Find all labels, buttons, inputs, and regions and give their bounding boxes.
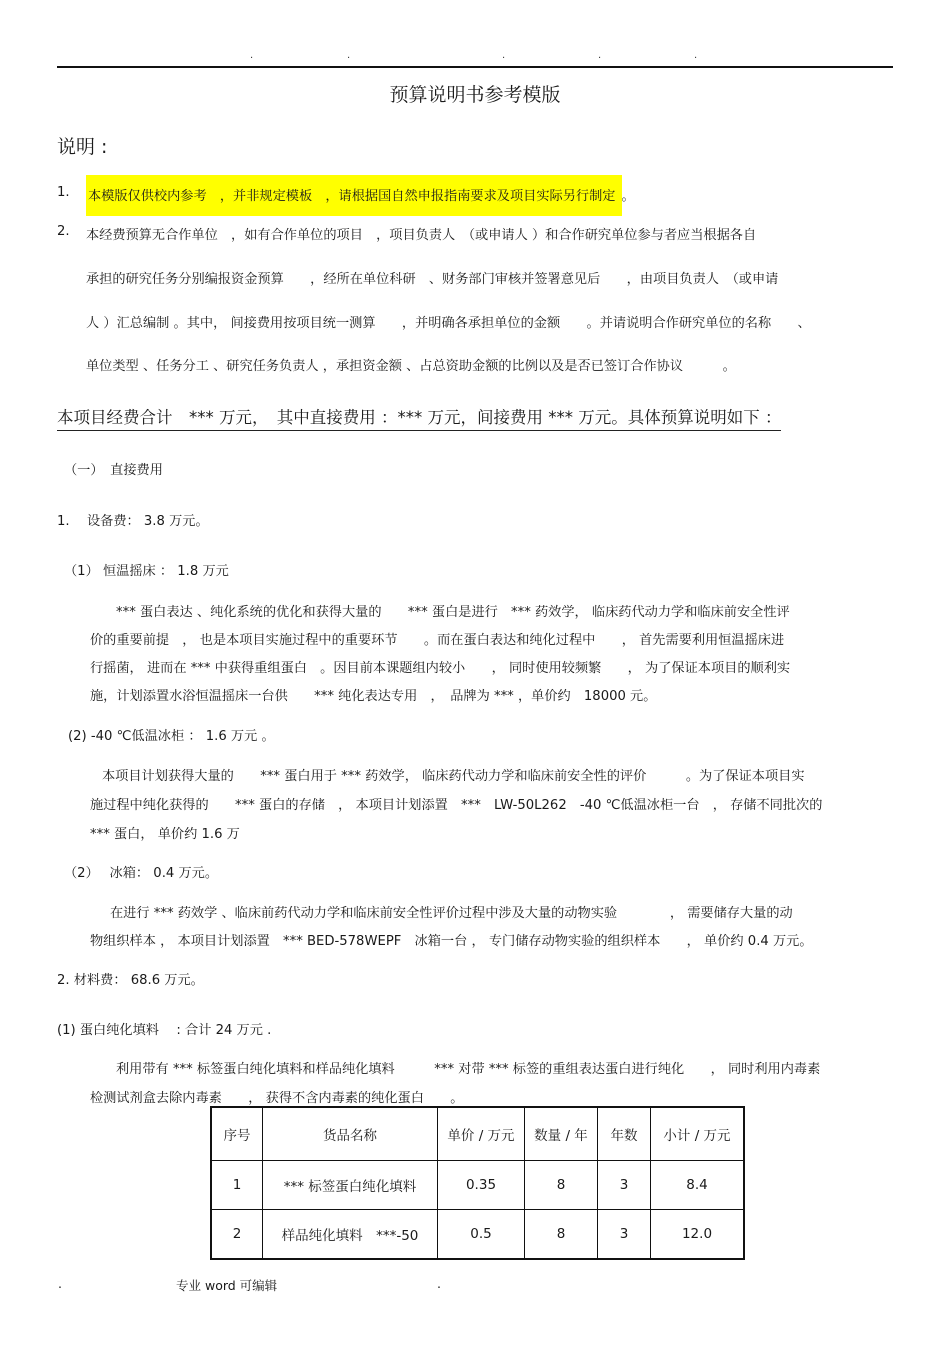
paragraph-line: 施，计划添置水浴恒温摇床一台供 *** 纯化表达专用 ， 品牌为 *** ，单价约 18000 元。 (90, 689, 657, 704)
paragraph-line: 价的重要前提 ， 也是本项目实施过程中的重要环节 。而在蛋白表达和纯化过程中 ， 首先需要利用恒温摇床进 (90, 633, 785, 648)
table-header-row (211, 1107, 744, 1161)
footer-dot: . (437, 1276, 441, 1291)
header-dot: . (250, 50, 254, 61)
table-header-cell: 小计 / 万元 (651, 1107, 745, 1161)
note-1-highlight: 本模版仅供校内参考 ，并非规定模板 ，请根据国自然申报指南要求及项目实际另行制定 (86, 175, 622, 216)
header-rule (57, 66, 893, 68)
paragraph-line: 施过程中纯化获得的 *** 蛋白的存储 ， 本项目计划添置 *** LW-50L262 -40 ℃低温冰柜一台 ， 存储不同批次的 (90, 798, 823, 813)
header-dot: . (598, 50, 602, 61)
table-row (211, 1210, 744, 1260)
note-number: 1. (57, 185, 70, 200)
note-2-line: 承担的研究任务分别编报资金预算 ，经所在单位科研 、财务部门审核并签署意见后 ，由项目负责人 （或申请 (86, 272, 779, 287)
header-dot: . (694, 50, 698, 61)
budget-summary: 本项目经费合计 *** 万元， 其中直接费用 ：*** 万元，间接费用 *** 万元。具体预算说明如下 ： (57, 404, 781, 431)
paragraph-line: 在进行 *** 药效学 、临床前药代动力学和临床前安全性评价过程中涉及大量的动物实验 ， 需要储存大量的动 (110, 906, 793, 921)
table-header-cell: 年数 (598, 1107, 651, 1161)
paragraph-line: 本项目计划获得大量的 *** 蛋白用于 *** 药效学， 临床药代动力学和临床前安全性的评价 。为了保证本项目实 (102, 769, 805, 784)
equipment-item-1-heading: （1） 恒温摇床 ： 1.8 万元 (64, 564, 229, 579)
note-1-tail: 。 (621, 189, 635, 204)
table-header-cell: 数量 / 年 (525, 1107, 598, 1161)
table-cell: 8 (525, 1210, 598, 1260)
materials-item-1-heading: (1) 蛋白纯化填料 : 合计 24 万元 . (57, 1023, 272, 1038)
section-direct-costs: （一） 直接费用 (64, 463, 163, 478)
table-cell: 样品纯化填料 ***-50 (263, 1210, 438, 1260)
note-2-line: 本经费预算无合作单位 ，如有合作单位的项目 ，项目负责人 （或申请人 ）和合作研究单位参与者应当根据各自 (86, 228, 757, 243)
table-header-cell: 货品名称 (263, 1107, 438, 1161)
notes-heading: 说明 : (57, 136, 108, 158)
table-header-cell: 单价 / 万元 (438, 1107, 525, 1161)
paragraph-line: 物组织样本 ， 本项目计划添置 *** BED-578WEPF 冰箱一台 ， 专门储存动物实验的组织样本 ， 单价约 0.4 万元。 (90, 934, 813, 949)
table-cell: 0.35 (438, 1161, 525, 1210)
table-cell: 1 (211, 1161, 263, 1210)
equipment-item-3-heading: （2） 冰箱： 0.4 万元。 (64, 866, 219, 881)
header-dot: . (502, 50, 506, 61)
equipment-heading: 1. 设备费： 3.8 万元。 (57, 514, 209, 529)
header-dot: . (347, 50, 351, 61)
note-number: 2. (57, 224, 70, 239)
table-cell: 0.5 (438, 1210, 525, 1260)
paragraph-line: 行摇菌， 进而在 *** 中获得重组蛋白 。因目前本课题组内较小 ， 同时使用较频繁 ， 为了保证本项目的顺利实 (90, 661, 791, 676)
note-2-line: 人 ）汇总编制 。其中， 间接费用按项目统一测算 ，并明确各承担单位的金额 。并请说明合作研究单位的名称 、 (86, 316, 811, 331)
equipment-item-2-heading: (2) -40 ℃低温冰柜 ： 1.6 万元 。 (68, 729, 275, 744)
paragraph-line: 检测试剂盒去除内毒素 ， 获得不含内毒素的纯化蛋白 。 (90, 1091, 464, 1106)
page-title: 预算说明书参考模版 (389, 84, 561, 106)
footer-dot: . (58, 1276, 62, 1291)
table-cell: 3 (598, 1161, 651, 1210)
note-1 (86, 185, 635, 204)
table-row (211, 1161, 744, 1210)
paragraph-line: *** 蛋白， 单价约 1.6 万 (90, 827, 240, 842)
table-cell: 12.0 (651, 1210, 745, 1260)
table-cell: 2 (211, 1210, 263, 1260)
table-header-cell: 序号 (211, 1107, 263, 1161)
note-2-line: 单位类型 、任务分工 、研究任务负责人 ，承担资金额 、占总资助金额的比例以及是否已签订合作协议 。 (86, 359, 736, 374)
paragraph-line: 利用带有 *** 标签蛋白纯化填料和样品纯化填料 *** 对带 *** 标签的重组表达蛋白进行纯化 ， 同时利用内毒素 (116, 1062, 821, 1077)
table-cell: *** 标签蛋白纯化填料 (263, 1161, 438, 1210)
materials-table (210, 1106, 745, 1260)
paragraph-line: *** 蛋白表达 、纯化系统的优化和获得大量的 *** 蛋白是进行 *** 药效学， 临床药代动力学和临床前安全性评 (116, 605, 790, 620)
table-cell: 3 (598, 1210, 651, 1260)
materials-heading: 2. 材料费： 68.6 万元。 (57, 973, 204, 988)
footer-text: 专业 word 可编辑 (176, 1278, 278, 1293)
table-cell: 8 (525, 1161, 598, 1210)
table-cell: 8.4 (651, 1161, 745, 1210)
